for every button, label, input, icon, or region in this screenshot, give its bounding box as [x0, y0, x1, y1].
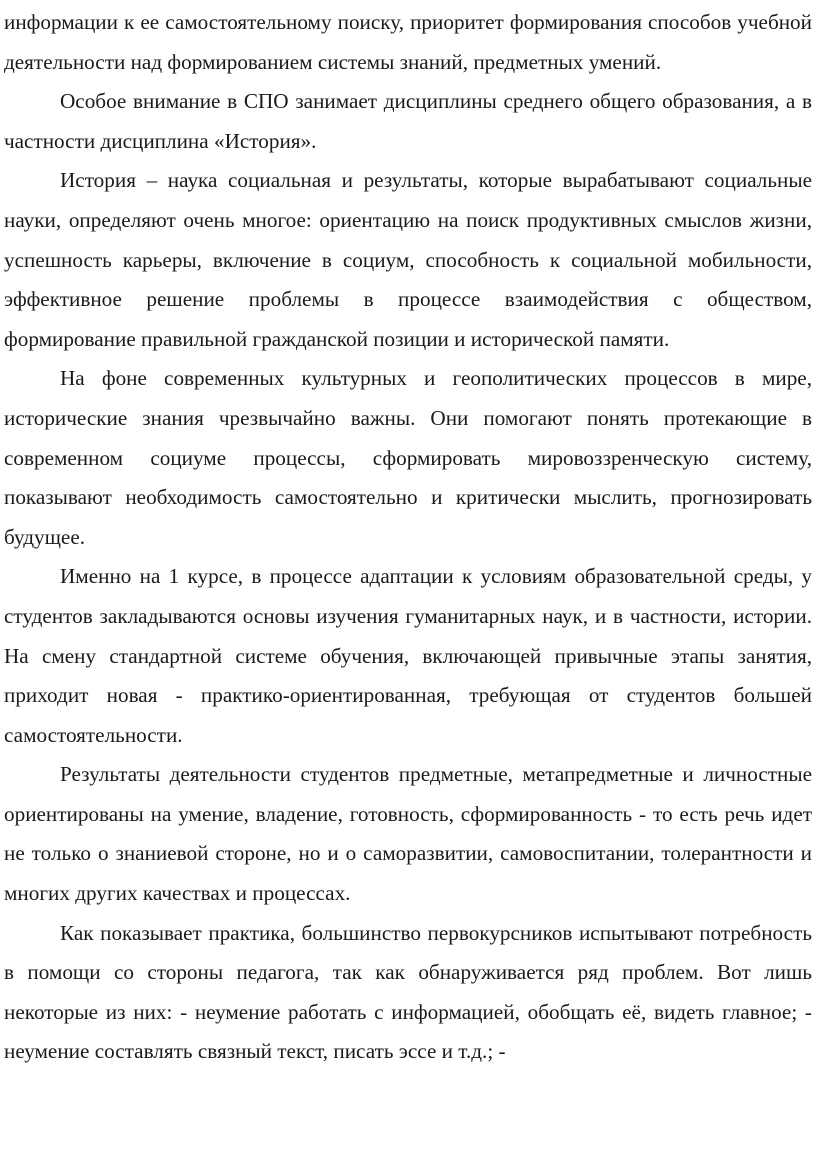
paragraph-practice-problems: Как показывает практика, большинство первокурсников испытывают потребность в помощи со стороны педагога, так как обнаруживается ряд проблем. Вот лишь некоторые из них: - неумение работать с информацией, обобщать её, видеть главное; - неумение составлять связный текст, писать эссе и т.д.; -	[4, 920, 812, 1064]
document-body	[4, 3, 812, 1072]
paragraph-results: Результаты деятельности студентов предметные, метапредметные и личностные ориентированы на умение, владение, готовность, сформированность - то есть речь идет не только о знаниевой стороне, но и о саморазвитии, самовоспитании, толерантности и многих других качествах и процессах.	[4, 762, 812, 906]
paragraph-spo-history: Особое внимание в СПО занимает дисциплины среднего общего образования, а в частности дисциплина «История».	[4, 89, 812, 153]
paragraph-historical-knowledge: На фоне современных культурных и геополитических процессов в мире, исторические знания чрезвычайно важны. Они помогают понять протекающие в современном социуме процессы, сформировать мировоззренческую систему, показывают необходимость самостоятельно и критически мыслить, прогнозировать будущее.	[4, 366, 812, 549]
paragraph-first-course: Именно на 1 курсе, в процессе адаптации к условиям образовательной среды, у студентов закладываются основы изучения гуманитарных наук, и в частности, истории. На смену стандартной системе обучения, включающей привычные этапы занятия, приходит новая - практико-ориентированная, требующая от студентов большей самостоятельности.	[4, 564, 812, 747]
paragraph-history-science: История – наука социальная и результаты, которые вырабатывают социальные науки, определяют очень многое: ориентацию на поиск продуктивных смыслов жизни, успешность карьеры, включение в социум, способность к социальной мобильности, эффективное решение проблемы в процессе взаимодействия с обществом, формирование правильной гражданской позиции и исторической памяти.	[4, 168, 812, 351]
paragraph-continuation: информации к ее самостоятельному поиску, приоритет формирования способов учебной деятельности над формированием системы знаний, предметных умений.	[4, 10, 812, 74]
